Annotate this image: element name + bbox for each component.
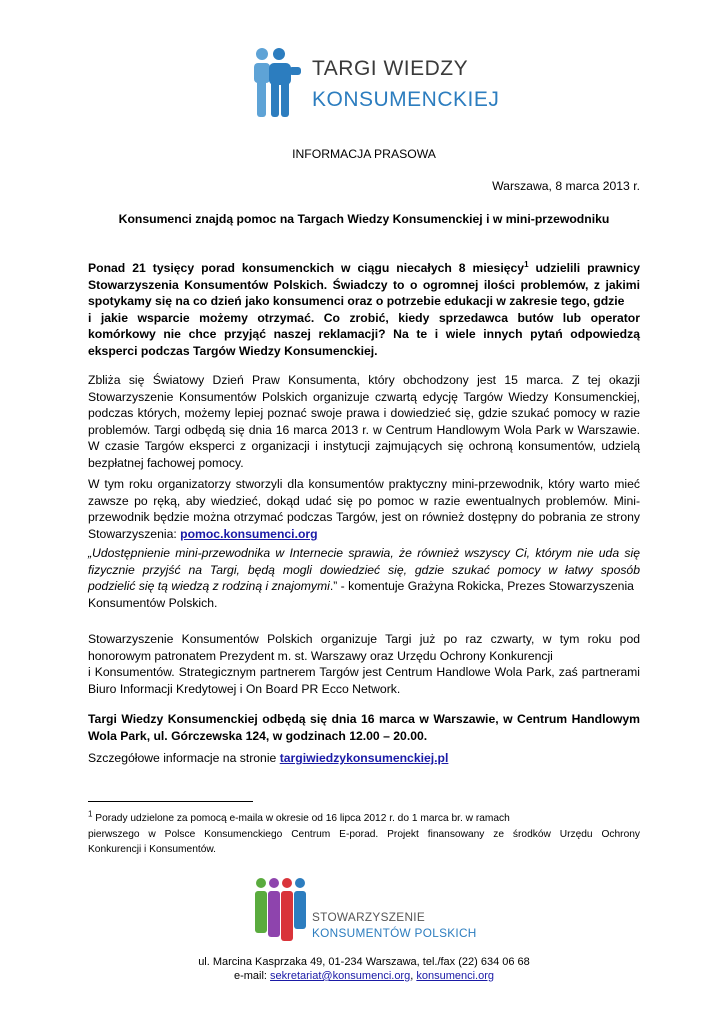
email-link[interactable]: sekretariat@konsumenci.org bbox=[270, 970, 411, 982]
footnote bbox=[88, 811, 640, 858]
more-info-paragraph bbox=[88, 750, 640, 767]
para1-line-3: podczas których, możemy lepiej poznać swoje prawa i dowiedzieć się, gdzie szukać pomocy w razie bbox=[88, 406, 640, 421]
lead-line-4: i jakie wsparcie możemy otrzymać. Co zrobić, kiedy sprzedawca butów lub operator bbox=[88, 310, 640, 325]
email-label: e-mail: bbox=[233, 970, 271, 982]
quote-line-1: „Udostępnienie mini-przewodnika w Internecie sprawia, że również wszyscy Ci, którym nie uda się bbox=[88, 546, 640, 560]
para3-line-1: Stowarzyszenie Konsumentów Polskich organizuje Targi już po raz czwarty, w tym roku pod bbox=[88, 632, 640, 646]
para1-line-4: problemów. Targi odbędą się dnia 16 marca 2013 r. w Centrum Handlowym Wola Park w Warszawie. bbox=[88, 422, 640, 437]
lead-paragraph bbox=[88, 260, 640, 360]
logo-line-1: TARGI WIEDZY bbox=[312, 57, 469, 80]
para2-line-2: zawsze po ręką, aby wiedzieć, dokąd udać się po pomoc w razie ewentualnych problemów. Mini- bbox=[88, 493, 640, 508]
skp-logo-line-1: STOWARZYSZENIE bbox=[312, 910, 426, 924]
quote-line-3 bbox=[88, 578, 640, 595]
targi-website-link[interactable]: targiwiedzykonsumenckiej.pl bbox=[279, 751, 449, 765]
event-line-1: Targi Wiedzy Konsumenckiej odbędą się dnia 16 marca w Warszawie, w Centrum Handlowym bbox=[88, 712, 640, 726]
contact-email-line bbox=[88, 969, 640, 983]
footnote-line-2: pierwszego w Polsce Konsumenckiego Centrum E-porad. Projekt finansowany ze środków Urzędu Ochrony bbox=[88, 828, 640, 840]
footnote-line-1 bbox=[88, 811, 640, 827]
quote-line-3-italic: podzielić się tą wiedzą z rodziną i znajomymi bbox=[88, 579, 330, 594]
lead-line-1 bbox=[88, 260, 640, 277]
quote-line-3-rest: .” - komentuje Grażyna Rokicka, Prezes Stowarzyszenia bbox=[329, 579, 634, 594]
para3-line-4: Biuro Informacji Kredytowej i On Board PR Ecco Network. bbox=[88, 681, 401, 696]
para2-line-4-text: Stowarzyszenia: bbox=[88, 526, 181, 541]
paragraph-2 bbox=[88, 476, 640, 542]
logo-line-2: KONSUMENCKIEJ bbox=[312, 88, 500, 111]
skp-logo-line-2: KONSUMENTÓW POLSKICH bbox=[312, 926, 477, 940]
para3-line-3: i Konsumentów. Strategicznym partnerem Targów jest Centrum Handlowe Wola Park, zaś partnerami bbox=[88, 665, 640, 680]
document-type-label: INFORMACJA PRASOWA bbox=[292, 147, 436, 161]
quote-line-2: fizycznie przyjść na Targi, będą mogli dowiedzieć się, gdzie szukać pomocy w łatwy sposób bbox=[88, 562, 640, 577]
footnote-line-1-text: Porady udzielone za pomocą e-maila w okresie od 16 lipca 2012 r. do 1 marca br. w ramach bbox=[92, 813, 510, 824]
para3-line-2: honorowym patronatem Prezydent m. st. Warszawy oraz Urzędu Ochrony Konkurencji bbox=[88, 648, 553, 663]
para2-line-1: W tym roku organizatorzy stworzyli dla konsumentów praktyczny mini-przewodnik, który warto mieć bbox=[88, 477, 640, 491]
footnote-divider bbox=[88, 801, 253, 802]
lead-line-1b: udzielili prawnicy bbox=[528, 261, 640, 275]
event-paragraph bbox=[88, 711, 640, 744]
contact-info bbox=[88, 955, 640, 983]
lead-line-1a: Ponad 21 tysięcy porad konsumenckich w ciągu niecałych 8 miesięcy bbox=[88, 261, 525, 275]
document-date: Warszawa, 8 marca 2013 r. bbox=[492, 179, 640, 193]
targi-wiedzy-logo bbox=[250, 45, 500, 127]
lead-line-5: komórkowy nie chce przyjąć naszej reklamacji? Na te i wiele innych pytań odpowiedzą bbox=[88, 327, 640, 342]
quote-line-4: Konsumentów Polskich. bbox=[88, 595, 218, 610]
skp-logo bbox=[252, 876, 482, 948]
footnote-ref: 1 bbox=[524, 259, 529, 269]
footnote-number: 1 bbox=[88, 809, 93, 819]
para1-line-1: Zbliża się Światowy Dzień Praw Konsumenta, który obchodzony jest 15 marca. Z tej okazji bbox=[88, 373, 640, 387]
event-line-2: Wola Park, ul. Górczewska 124, w godzinach 12.00 – 20.00. bbox=[88, 728, 428, 743]
skp-website-link[interactable]: konsumenci.org bbox=[416, 970, 494, 982]
footnote-line-3: Konkurencji i Konsumentów. bbox=[88, 844, 216, 855]
contact-separator: , bbox=[410, 970, 417, 982]
para2-line-4 bbox=[88, 526, 640, 543]
para1-line-2: Stowarzyszenie Konsumentów Polskich organizuje czwartą edycję Targów Wiedzy Konsumenckiej, bbox=[88, 389, 640, 404]
lead-line-3: spotykamy się na co dzień jako konsumenci oraz o potrzebie edukacji w zakresie tego, gdzie bbox=[88, 294, 625, 309]
para2-line-3: przewodnik będzie można otrzymać podczas Targów, jest on również dostępny do pobrania ze strony bbox=[88, 510, 640, 525]
contact-address: ul. Marcina Kasprzaka 49, 01-234 Warszawa, tel./fax (22) 634 06 68 bbox=[198, 956, 530, 968]
para1-line-5: W czasie Targów eksperci z organizacji i instytucji zajmujących się ochroną konsumentów, udzielą bbox=[88, 439, 640, 454]
para1-line-6: bezpłatnej fachowej pomocy. bbox=[88, 455, 244, 470]
more-info-text: Szczegółowe informacje na stronie bbox=[88, 751, 280, 765]
people-logo-icon bbox=[250, 45, 310, 127]
quote-paragraph bbox=[88, 545, 640, 611]
mini-guide-link[interactable]: pomoc.konsumenci.org bbox=[180, 526, 318, 541]
skp-people-logo-icon bbox=[252, 876, 310, 946]
lead-line-2: Stowarzyszenia Konsumentów Polskich. Świadczy to o ogromnej ilości problemów, z jakimi bbox=[88, 277, 640, 292]
lead-line-6: eksperci podczas Targów Wiedzy Konsumenckiej. bbox=[88, 343, 378, 358]
paragraph-1 bbox=[88, 372, 640, 472]
document-title: Konsumenci znajdą pomoc na Targach Wiedzy Konsumenckiej i w mini-przewodniku bbox=[118, 212, 610, 226]
paragraph-3 bbox=[88, 631, 640, 697]
